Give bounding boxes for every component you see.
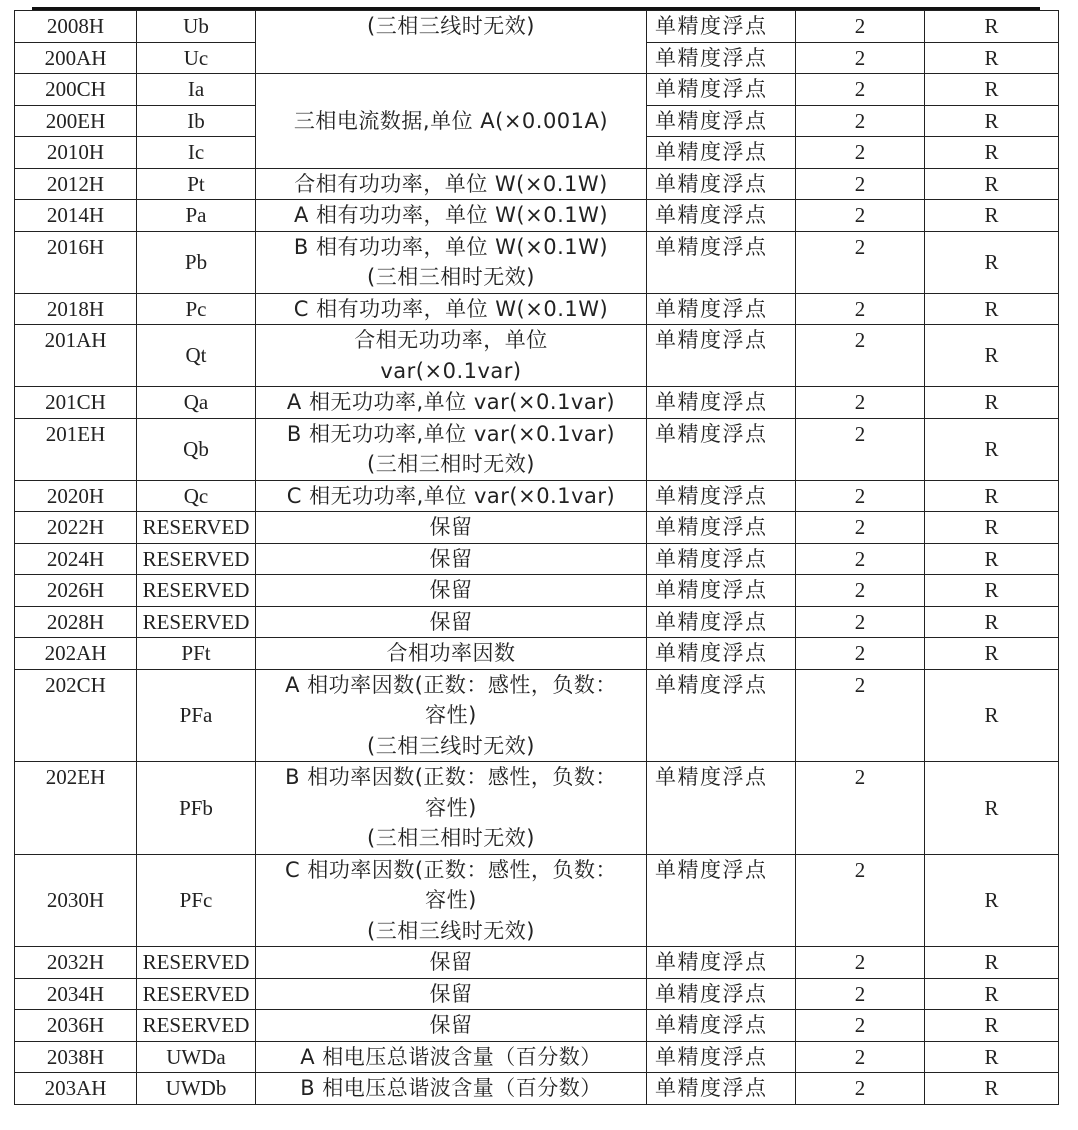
register-description: A 相电压总谐波含量（百分数）: [256, 1041, 647, 1073]
register-type: 单精度浮点: [647, 325, 796, 387]
register-length: 2: [796, 325, 925, 387]
register-type: 单精度浮点: [647, 480, 796, 512]
register-type: 单精度浮点: [647, 387, 796, 419]
register-type: 单精度浮点: [647, 168, 796, 200]
table-row: [15, 74, 1059, 106]
register-access: R: [925, 1041, 1059, 1073]
register-type: 单精度浮点: [647, 854, 796, 947]
register-type: 单精度浮点: [647, 947, 796, 979]
register-length: 2: [796, 512, 925, 544]
register-name: RESERVED: [137, 543, 256, 575]
register-name: PFc: [137, 854, 256, 947]
register-length: 2: [796, 606, 925, 638]
register-length: 2: [796, 137, 925, 169]
register-description: 保留: [256, 606, 647, 638]
register-name: Qb: [137, 418, 256, 480]
table-row: [15, 669, 1059, 762]
register-length: 2: [796, 1041, 925, 1073]
table-row: [15, 418, 1059, 480]
register-access: R: [925, 74, 1059, 106]
register-address: 2038H: [15, 1041, 137, 1073]
register-length: 2: [796, 74, 925, 106]
register-length: 2: [796, 418, 925, 480]
register-name: RESERVED: [137, 978, 256, 1010]
register-length: 2: [796, 947, 925, 979]
register-name: Qt: [137, 325, 256, 387]
register-address: 2016H: [15, 231, 137, 293]
register-name: Ic: [137, 137, 256, 169]
register-type: 单精度浮点: [647, 418, 796, 480]
register-description: 保留: [256, 512, 647, 544]
register-length: 2: [796, 669, 925, 762]
register-access: R: [925, 480, 1059, 512]
register-address: 201CH: [15, 387, 137, 419]
register-address: 201AH: [15, 325, 137, 387]
register-type: 单精度浮点: [647, 606, 796, 638]
register-description: 保留: [256, 543, 647, 575]
register-length: 2: [796, 638, 925, 670]
register-type: 单精度浮点: [647, 200, 796, 232]
register-length: 2: [796, 11, 925, 43]
table-row: [15, 575, 1059, 607]
register-description: A 相有功功率，单位 W(×0.1W): [256, 200, 647, 232]
register-access: R: [925, 168, 1059, 200]
register-description: B 相电压总谐波含量（百分数）: [256, 1073, 647, 1105]
register-name: UWDa: [137, 1041, 256, 1073]
register-length: 2: [796, 978, 925, 1010]
register-description: A 相无功功率,单位 var(×0.1var): [256, 387, 647, 419]
register-description: B 相无功功率,单位 var(×0.1var) (三相三相时无效): [256, 418, 647, 480]
register-description: C 相功率因数(正数：感性，负数： 容性) (三相三线时无效): [256, 854, 647, 947]
register-name: RESERVED: [137, 575, 256, 607]
table-row: [15, 480, 1059, 512]
register-length: 2: [796, 293, 925, 325]
register-access: R: [925, 200, 1059, 232]
register-table: [14, 10, 1059, 1105]
register-address: 2018H: [15, 293, 137, 325]
register-type: 单精度浮点: [647, 638, 796, 670]
register-address: 2028H: [15, 606, 137, 638]
register-name: PFb: [137, 762, 256, 855]
register-access: R: [925, 325, 1059, 387]
register-access: R: [925, 638, 1059, 670]
register-name: Pa: [137, 200, 256, 232]
register-type: 单精度浮点: [647, 762, 796, 855]
register-access: R: [925, 231, 1059, 293]
register-name: Pb: [137, 231, 256, 293]
table-row: [15, 387, 1059, 419]
register-name: Pc: [137, 293, 256, 325]
register-access: R: [925, 947, 1059, 979]
register-address: 2032H: [15, 947, 137, 979]
register-address: 202EH: [15, 762, 137, 855]
register-type: 单精度浮点: [647, 11, 796, 43]
register-length: 2: [796, 42, 925, 74]
register-type: 单精度浮点: [647, 512, 796, 544]
register-type: 单精度浮点: [647, 105, 796, 137]
register-type: 单精度浮点: [647, 231, 796, 293]
register-address: 200CH: [15, 74, 137, 106]
register-type: 单精度浮点: [647, 42, 796, 74]
register-name: Ia: [137, 74, 256, 106]
register-access: R: [925, 387, 1059, 419]
register-type: 单精度浮点: [647, 74, 796, 106]
register-address: 2022H: [15, 512, 137, 544]
register-address: 2036H: [15, 1010, 137, 1042]
register-address: 2026H: [15, 575, 137, 607]
register-description: (三相三线时无效): [256, 11, 647, 74]
register-description: 保留: [256, 1010, 647, 1042]
register-name: RESERVED: [137, 606, 256, 638]
register-length: 2: [796, 1010, 925, 1042]
table-row: [15, 978, 1059, 1010]
register-description: B 相有功功率，单位 W(×0.1W) (三相三相时无效): [256, 231, 647, 293]
register-description: B 相功率因数(正数：感性，负数： 容性) (三相三相时无效): [256, 762, 647, 855]
register-name: Qc: [137, 480, 256, 512]
register-length: 2: [796, 854, 925, 947]
register-length: 2: [796, 231, 925, 293]
register-access: R: [925, 575, 1059, 607]
table-row: [15, 512, 1059, 544]
register-length: 2: [796, 575, 925, 607]
register-address: 201EH: [15, 418, 137, 480]
register-access: R: [925, 669, 1059, 762]
register-address: 2014H: [15, 200, 137, 232]
register-length: 2: [796, 387, 925, 419]
register-description: A 相功率因数(正数：感性，负数： 容性) (三相三线时无效): [256, 669, 647, 762]
register-description: 保留: [256, 575, 647, 607]
register-address: 2012H: [15, 168, 137, 200]
register-access: R: [925, 105, 1059, 137]
register-name: RESERVED: [137, 1010, 256, 1042]
register-name: Pt: [137, 168, 256, 200]
register-length: 2: [796, 200, 925, 232]
table-row: [15, 947, 1059, 979]
register-address: 2008H: [15, 11, 137, 43]
register-description: 保留: [256, 947, 647, 979]
register-name: Qa: [137, 387, 256, 419]
register-access: R: [925, 11, 1059, 43]
table-row: [15, 1041, 1059, 1073]
register-address: 202CH: [15, 669, 137, 762]
register-address: 202AH: [15, 638, 137, 670]
register-name: RESERVED: [137, 947, 256, 979]
register-type: 单精度浮点: [647, 669, 796, 762]
register-address: 200EH: [15, 105, 137, 137]
register-type: 单精度浮点: [647, 1041, 796, 1073]
table-row: [15, 200, 1059, 232]
register-address: 2030H: [15, 854, 137, 947]
register-access: R: [925, 418, 1059, 480]
register-name: PFt: [137, 638, 256, 670]
register-address: 2024H: [15, 543, 137, 575]
register-description: 合相功率因数: [256, 638, 647, 670]
table-row: [15, 1073, 1059, 1105]
register-address: 2020H: [15, 480, 137, 512]
table-row: [15, 606, 1059, 638]
register-type: 单精度浮点: [647, 137, 796, 169]
register-description: 合相无功功率，单位 var(×0.1var): [256, 325, 647, 387]
register-type: 单精度浮点: [647, 1073, 796, 1105]
table-row: [15, 11, 1059, 43]
table-row: [15, 638, 1059, 670]
register-access: R: [925, 1073, 1059, 1105]
register-address: 2010H: [15, 137, 137, 169]
register-length: 2: [796, 1073, 925, 1105]
register-access: R: [925, 1010, 1059, 1042]
table-row: [15, 1010, 1059, 1042]
register-name: PFa: [137, 669, 256, 762]
register-access: R: [925, 42, 1059, 74]
register-description: 保留: [256, 978, 647, 1010]
table-row: [15, 854, 1059, 947]
register-name: RESERVED: [137, 512, 256, 544]
table-row: [15, 762, 1059, 855]
register-access: R: [925, 293, 1059, 325]
register-description: C 相有功功率，单位 W(×0.1W): [256, 293, 647, 325]
register-type: 单精度浮点: [647, 978, 796, 1010]
register-length: 2: [796, 543, 925, 575]
register-name: Uc: [137, 42, 256, 74]
register-length: 2: [796, 480, 925, 512]
register-address: 200AH: [15, 42, 137, 74]
register-length: 2: [796, 762, 925, 855]
register-access: R: [925, 762, 1059, 855]
table-row: [15, 293, 1059, 325]
register-address: 2034H: [15, 978, 137, 1010]
register-description: C 相无功功率,单位 var(×0.1var): [256, 480, 647, 512]
table-row: [15, 325, 1059, 387]
table-row: [15, 543, 1059, 575]
register-address: 203AH: [15, 1073, 137, 1105]
register-name: Ub: [137, 11, 256, 43]
table-row: [15, 168, 1059, 200]
register-access: R: [925, 512, 1059, 544]
register-description: 合相有功功率，单位 W(×0.1W): [256, 168, 647, 200]
register-length: 2: [796, 105, 925, 137]
register-length: 2: [796, 168, 925, 200]
register-type: 单精度浮点: [647, 293, 796, 325]
register-type: 单精度浮点: [647, 575, 796, 607]
register-name: UWDb: [137, 1073, 256, 1105]
table-row: [15, 231, 1059, 293]
register-access: R: [925, 606, 1059, 638]
register-access: R: [925, 854, 1059, 947]
register-access: R: [925, 978, 1059, 1010]
register-access: R: [925, 543, 1059, 575]
register-name: Ib: [137, 105, 256, 137]
register-description: 三相电流数据,单位 A(×0.001A): [256, 74, 647, 169]
register-type: 单精度浮点: [647, 1010, 796, 1042]
register-type: 单精度浮点: [647, 543, 796, 575]
register-access: R: [925, 137, 1059, 169]
